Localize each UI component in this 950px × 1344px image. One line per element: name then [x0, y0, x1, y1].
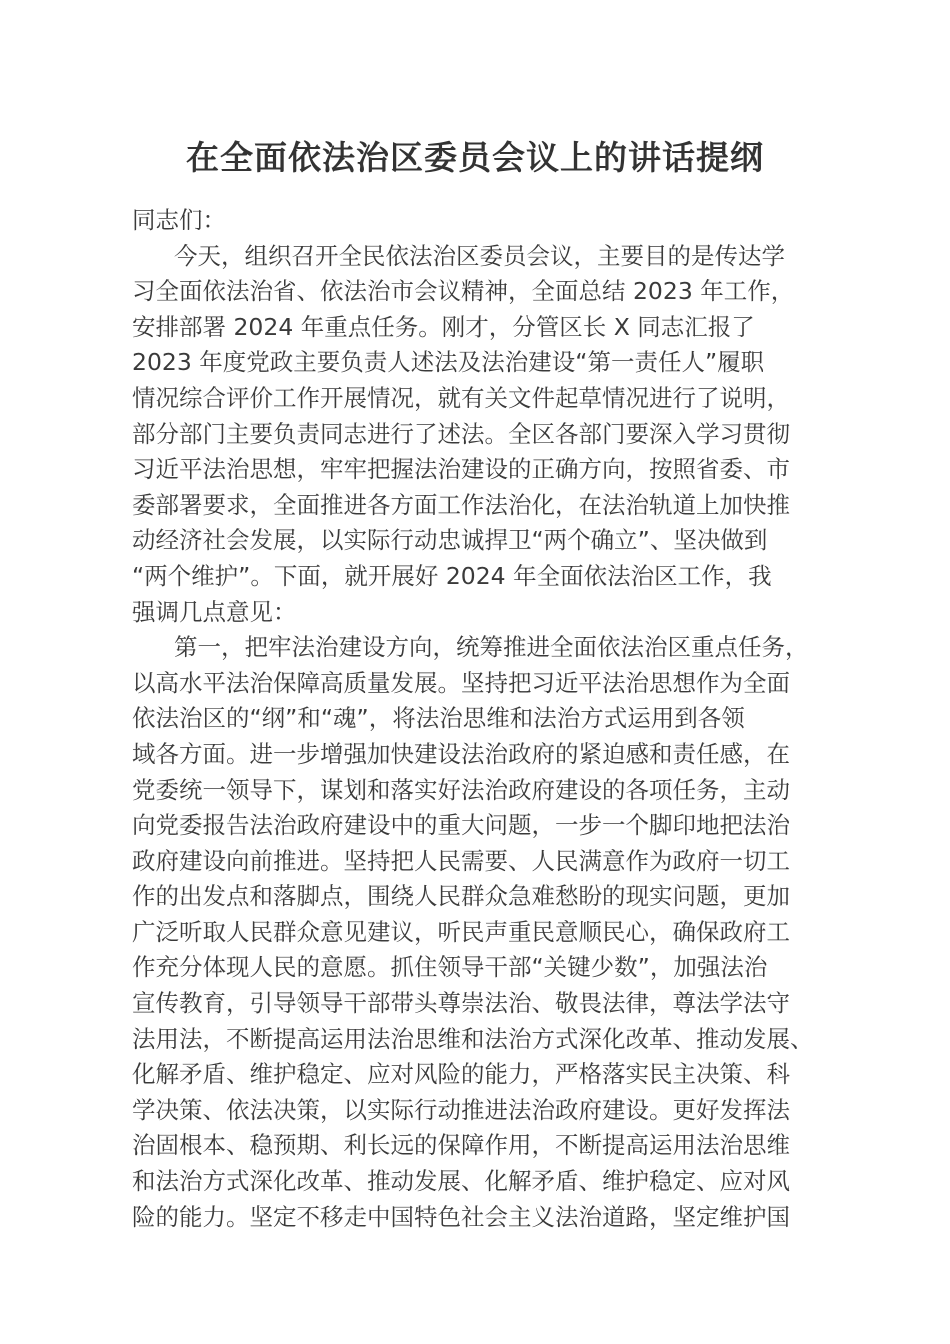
document-title: 在全面依法治区委员会议上的讲话提纲 [186, 138, 764, 177]
body-line: 第一，把牢法治建设方向，统筹推进全面依法治区重点任务， [174, 633, 809, 662]
body-line: 学决策、依法决策，以实际行动推进法治政府建设。更好发挥法 [132, 1095, 790, 1124]
body-line: 险的能力。坚定不移走中国特色社会主义法治道路，坚定维护国 [132, 1202, 790, 1231]
body-line: 部分部门主要负责同志进行了述法。全区各部门要深入学习贯彻 [132, 419, 790, 448]
body-line: 强调几点意见： [132, 597, 297, 626]
body-line: 习近平法治思想，牢牢把握法治建设的正确方向，按照省委、市 [132, 455, 790, 484]
body-line: 作的出发点和落脚点，围绕人民群众急难愁盼的现实问题，更加 [132, 882, 790, 911]
body-line: 动经济社会发展，以实际行动忠诚捍卫“两个确立”、坚决做到 [132, 526, 768, 555]
body-line: 安排部署 2024 年重点任务。刚才，分管区长 X 同志汇报了 [132, 312, 755, 341]
body-line: 同志们： [132, 206, 226, 234]
body-line: 习全面依法治省、依法治市会议精神，全面总结 2023 年工作， [132, 277, 795, 306]
body-line: 和法治方式深化改革、推动发展、化解矛盾、维护稳定、应对风 [132, 1167, 790, 1196]
body-line: 化解矛盾、维护稳定、应对风险的能力，严格落实民主决策、科 [132, 1060, 790, 1089]
body-line: 法用法，不断提高运用法治思维和法治方式深化改革、推动发展、 [132, 1024, 814, 1053]
body-line: 2023 年度党政主要负责人述法及法治建设“第一责任人”履职 [132, 348, 765, 377]
body-line: 域各方面。进一步增强加快建设法治政府的紧迫感和责任感，在 [132, 739, 790, 768]
body-line: 党委统一领导下，谋划和落实好法治政府建设的各项任务，主动 [132, 775, 790, 804]
body-line: 依法治区的“纲”和“魂”，将法治思维和法治方式运用到各领 [132, 704, 745, 733]
body-line: 作充分体现人民的意愿。抓住领导干部“关键少数”，加强法治 [132, 953, 768, 982]
body-line: 今天，组织召开全民依法治区委员会议，主要目的是传达学 [174, 241, 785, 270]
document-body [132, 203, 852, 1235]
body-line: 情况综合评价工作开展情况，就有关文件起草情况进行了说明， [132, 383, 790, 412]
body-line: 宣传教育，引导领导干部带头尊崇法治、敬畏法律，尊法学法守 [132, 989, 790, 1018]
body-line: 政府建设向前推进。坚持把人民需要、人民满意作为政府一切工 [132, 846, 790, 875]
body-line: “两个维护”。下面，就开展好 2024 年全面依法治区工作，我 [132, 561, 772, 590]
body-line: 向党委报告法治政府建设中的重大问题，一步一个脚印地把法治 [132, 811, 790, 840]
body-line: 广泛听取人民群众意见建议，听民声重民意顺民心，确保政府工 [132, 917, 790, 946]
body-line: 委部署要求，全面推进各方面工作法治化，在法治轨道上加快推 [132, 490, 790, 519]
body-line: 治固根本、稳预期、利长远的保障作用，不断提高运用法治思维 [132, 1131, 790, 1160]
body-line: 以高水平法治保障高质量发展。坚持把习近平法治思想作为全面 [132, 668, 790, 697]
